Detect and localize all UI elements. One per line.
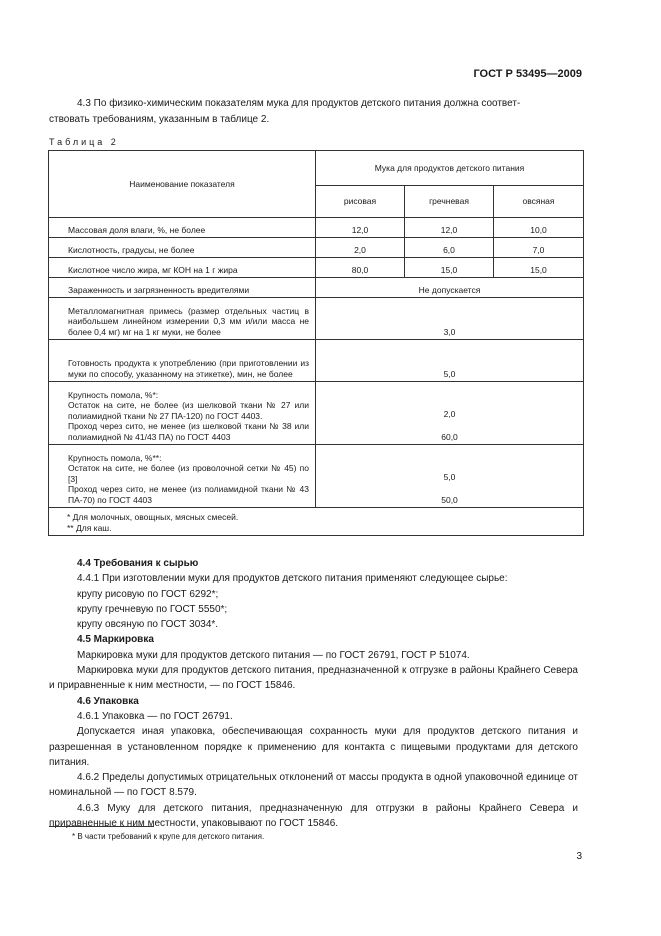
section-title: 4.5 Маркировка	[77, 634, 154, 646]
intro-line-1: 4.3 По физико-химическим показателям мука для продуктов детского питания должна соответ-	[77, 98, 521, 109]
cell-value: 2,0	[316, 238, 405, 258]
column-group-header: Мука для продуктов детского питания	[316, 151, 584, 186]
cell-value: 2,0	[443, 409, 456, 419]
table-row	[49, 258, 584, 278]
cell-value: 5,0	[443, 472, 456, 482]
table-row	[49, 445, 584, 508]
table-row	[49, 238, 584, 258]
paragraph: 4.6.1 Упаковка — по ГОСТ 26791.	[77, 710, 233, 722]
cell-value: 5,0	[316, 340, 584, 382]
cell-value: 12,0	[405, 218, 494, 238]
table-row	[49, 278, 584, 298]
table-row	[49, 382, 584, 445]
table-note: * Для молочных, овощных, мясных смесей.	[67, 512, 239, 522]
section-title: 4.6 Упаковка	[77, 695, 139, 707]
cell-value: 7,0	[494, 238, 584, 258]
paragraph: 4.6.2 Пределы допустимых отрицательных отклонений от массы продукта в одной упаковочной единице от номинальной — по ГОСТ 8.579.	[49, 772, 578, 799]
section-title: 4.4 Требования к сырью	[77, 558, 199, 569]
cell-value: 80,0	[316, 258, 405, 278]
subheader-rice: рисовая	[316, 186, 405, 218]
cell-value: 6,0	[405, 238, 494, 258]
paragraph: Маркировка муки для продуктов детского питания, предназначенной к отгрузке в районы Крайнего Севера и приравненные к ним местности, — по ГОСТ 15846.	[49, 665, 578, 692]
coarse-sieve: Остаток на сите, не более (из шелковой ткани № 27 или полиамидной ткани № 27 ПА-120) по ГОСТ 4403.	[68, 400, 309, 421]
subheader-oat: овсяная	[494, 186, 584, 218]
paragraph: 4.6.3 Муку для детского питания, предназначенную для отгрузки в районы Крайнего Севера и приравненные к ним местности, упаковывают по ГОСТ 15846.	[49, 802, 578, 830]
intro-line-2: ствовать требованиям, указанным в таблице 2.	[49, 114, 270, 125]
row-label: Готовность продукта к употреблению (при приготовлении из муки по способу, указанному на этикетке), мин, не более	[49, 340, 316, 382]
cell-value: 15,0	[405, 258, 494, 278]
coarse-pass: Проход через сито, не менее (из шелковой ткани № 38 или полиамидной № 41/43 ПА) по ГОСТ 4403	[68, 421, 309, 442]
table-row	[49, 298, 584, 340]
page-number: 3	[576, 851, 582, 862]
table-notes-row	[49, 508, 584, 536]
paragraph: Маркировка муки для продуктов детского питания — по ГОСТ 26791, ГОСТ Р 51074.	[77, 649, 470, 661]
paragraph: крупу рисовую по ГОСТ 6292*;	[77, 588, 219, 600]
row-label: Кислотность, градусы, не более	[49, 238, 316, 258]
coarse-pass: Проход через сито, не менее (из полиамидной ткани № 43 ПА-70) по ГОСТ 4403	[68, 484, 309, 505]
cell-value: 15,0	[494, 258, 584, 278]
subheader-buckwheat: гречневая	[405, 186, 494, 218]
footnote-separator	[49, 826, 154, 827]
row-label-coarseness-1	[49, 382, 316, 445]
table-note: ** Для каш.	[67, 522, 112, 533]
paragraph: Допускается иная упаковка, обеспечивающая сохранность муки для продуктов детского питания и разрешенная в установленном порядке к применению для контакта с пищевыми продуктами для детского питания.	[49, 726, 578, 768]
row-label: Зараженность и загрязненность вредителями	[49, 278, 316, 298]
coarse-values-1	[316, 382, 584, 445]
row-label: Массовая доля влаги, %, не более	[49, 218, 316, 238]
paragraph: 4.4.1 При изготовлении муки для продуктов детского питания применяют следующее сырье:	[77, 573, 508, 585]
row-label: Металломагнитная примесь (размер отдельных частиц в наибольшем линейном измерении 0,3 мм и/или масса не более 0,4 мг) мг на 1 кг муки, не более	[49, 298, 316, 340]
coarse-title: Крупность помола, %**:	[68, 452, 162, 463]
coarse-values-2	[316, 445, 584, 508]
paragraph: крупу гречневую по ГОСТ 5550*;	[77, 603, 228, 615]
coarse-title: Крупность помола, %*:	[68, 389, 159, 400]
coarse-sieve: Остаток на сите, не более (из проволочной сетки № 45) по [3]	[68, 463, 309, 484]
cell-value: Не допускается	[316, 278, 584, 298]
row-label: Кислотное число жира, мг КОН на 1 г жира	[49, 258, 316, 278]
table-row	[49, 340, 584, 382]
table-caption: Таблица 2	[49, 137, 119, 147]
requirements-table	[48, 150, 584, 536]
cell-value: 50,0	[441, 494, 458, 505]
paragraph: крупу овсяную по ГОСТ 3034*.	[77, 619, 219, 631]
footnote: * В части требований к крупе для детского питания.	[72, 832, 265, 841]
cell-value: 12,0	[316, 218, 405, 238]
table-row	[49, 218, 584, 238]
cell-value: 10,0	[494, 218, 584, 238]
cell-value: 3,0	[316, 298, 584, 340]
cell-value: 60,0	[441, 431, 458, 442]
document-header-id: ГОСТ Р 53495—2009	[473, 68, 582, 80]
intro-paragraph	[49, 96, 578, 128]
column-header-name: Наименование показателя	[49, 151, 316, 218]
body-sections	[49, 556, 578, 831]
row-label-coarseness-2	[49, 445, 316, 508]
